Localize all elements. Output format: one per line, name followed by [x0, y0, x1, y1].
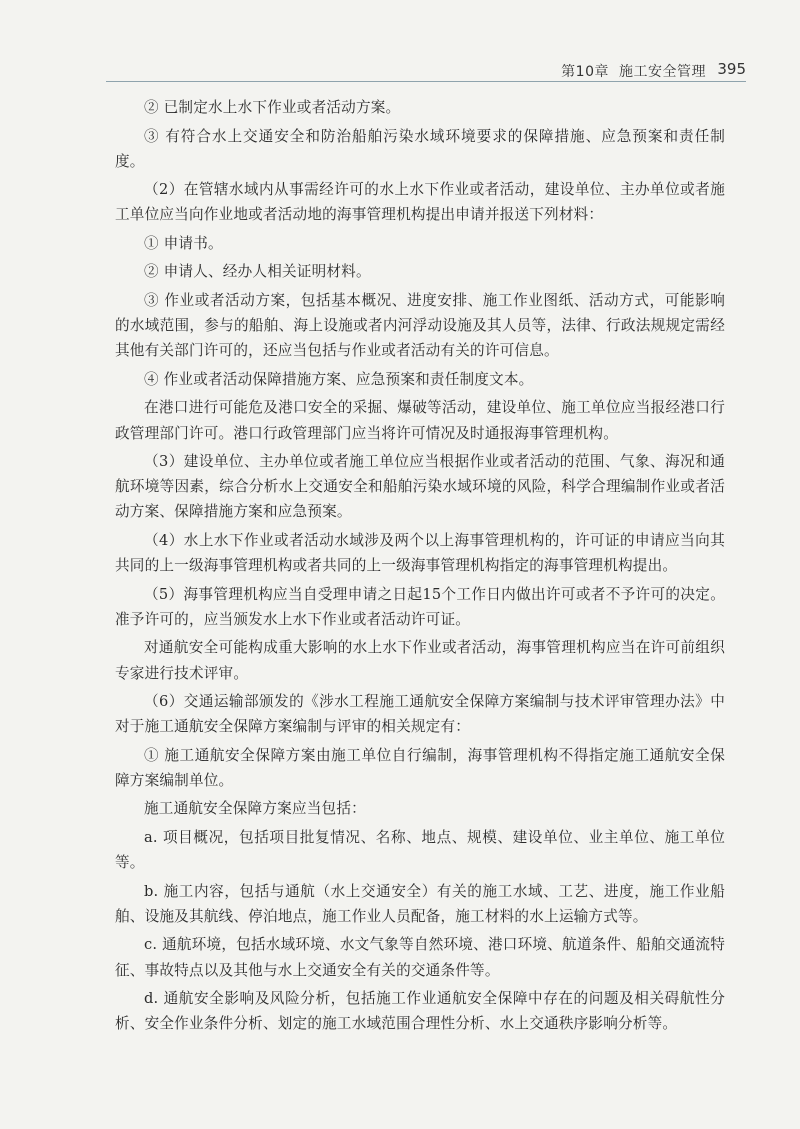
paragraph: ② 已制定水上水下作业或者活动方案。	[144, 99, 401, 116]
paragraph: ④ 作业或者活动保障措施方案、应急预案和责任制度文本。	[144, 370, 534, 388]
page-number: 395	[717, 60, 746, 78]
paragraph: （4）水上水下作业或者活动水域涉及两个以上海事管理机构的，许可证的申请应当向其共同的上一级海事管理机构或者共同的上一级海事管理机构指定的海事管理机构提出。	[115, 531, 725, 575]
paragraph: a. 项目概况，包括项目批复情况、名称、地点、规模、建设单位、业主单位、施工单位等。	[115, 828, 725, 872]
paragraph: ② 申请人、经办人相关证明材料。	[144, 263, 371, 281]
paragraph: ① 施工通航安全保障方案由施工单位自行编制，海事管理机构不得指定施工通航安全保障方案编制单位。	[115, 746, 725, 789]
paragraph: 在港口进行可能危及港口安全的采掘、爆破等活动，建设单位、施工单位应当报经港口行政管理部门许可。港口行政管理部门应当将许可情况及时通报海事管理机构。	[115, 399, 725, 442]
header-rule	[106, 81, 746, 82]
chapter-number: 第10章	[561, 64, 609, 80]
paragraph: （2）在管辖水域内从事需经许可的水上水下作业或者活动，建设单位、主办单位或者施工单位应当向作业地或者活动地的海事管理机构提出申请并报送下列材料：	[115, 181, 725, 224]
paragraph: （5）海事管理机构应当自受理申请之日起15个工作日内做出许可或者不予许可的决定。准予许可的，应当颁发水上水下作业或者活动许可证。	[115, 585, 725, 628]
paragraph: ③ 作业或者活动方案，包括基本概况、进度安排、施工作业图纸、活动方式，可能影响的水域范围，参与的船舶、海上设施或者内河浮动设施及其人员等，法律、行政法规规定需经其他有关部门许可的，还应当包括与作业或者活动有关的许可信息。	[115, 291, 725, 360]
body-text	[115, 95, 725, 1036]
paragraph: ① 申请书。	[144, 234, 223, 252]
paragraph: （3）建设单位、主办单位或者施工单位应当根据作业或者活动的范围、气象、海况和通航环境等因素，综合分析水上交通安全和船舶污染水域环境的风险，科学合理编制作业或者活动方案、保障措施方案和应急预案。	[115, 453, 725, 521]
paragraph: 对通航安全可能构成重大影响的水上水下作业或者活动，海事管理机构应当在许可前组织专家进行技术评审。	[115, 639, 725, 682]
paragraph: b. 施工内容，包括与通航（水上交通安全）有关的施工水域、工艺、进度，施工作业船舶、设施及其航线、停泊地点，施工作业人员配备，施工材料的水上运输方式等。	[115, 882, 725, 925]
page-header	[106, 60, 746, 82]
chapter-title: 施工安全管理	[619, 64, 706, 80]
paragraph: 施工通航安全保障方案应当包括：	[144, 800, 366, 818]
paragraph: ③ 有符合水上交通安全和防治船舶污染水域环境要求的保障措施、应急预案和责任制度。	[115, 127, 725, 170]
running-header	[561, 61, 706, 81]
paragraph: d. 通航安全影响及风险分析，包括施工作业通航安全保障中存在的问题及相关碍航性分析、安全作业条件分析、划定的施工水域范围合理性分析、水上交通秩序影响分析等。	[115, 990, 725, 1033]
paragraph: c. 通航环境，包括水域环境、水文气象等自然环境、港口环境、航道条件、船舶交通流特征、事故特点以及其他与水上交通安全有关的交通条件等。	[115, 936, 725, 979]
paragraph: （6）交通运输部颁发的《涉水工程施工通航安全保障方案编制与技术评审管理办法》中对于施工通航安全保障方案编制与评审的相关规定有：	[115, 693, 725, 736]
